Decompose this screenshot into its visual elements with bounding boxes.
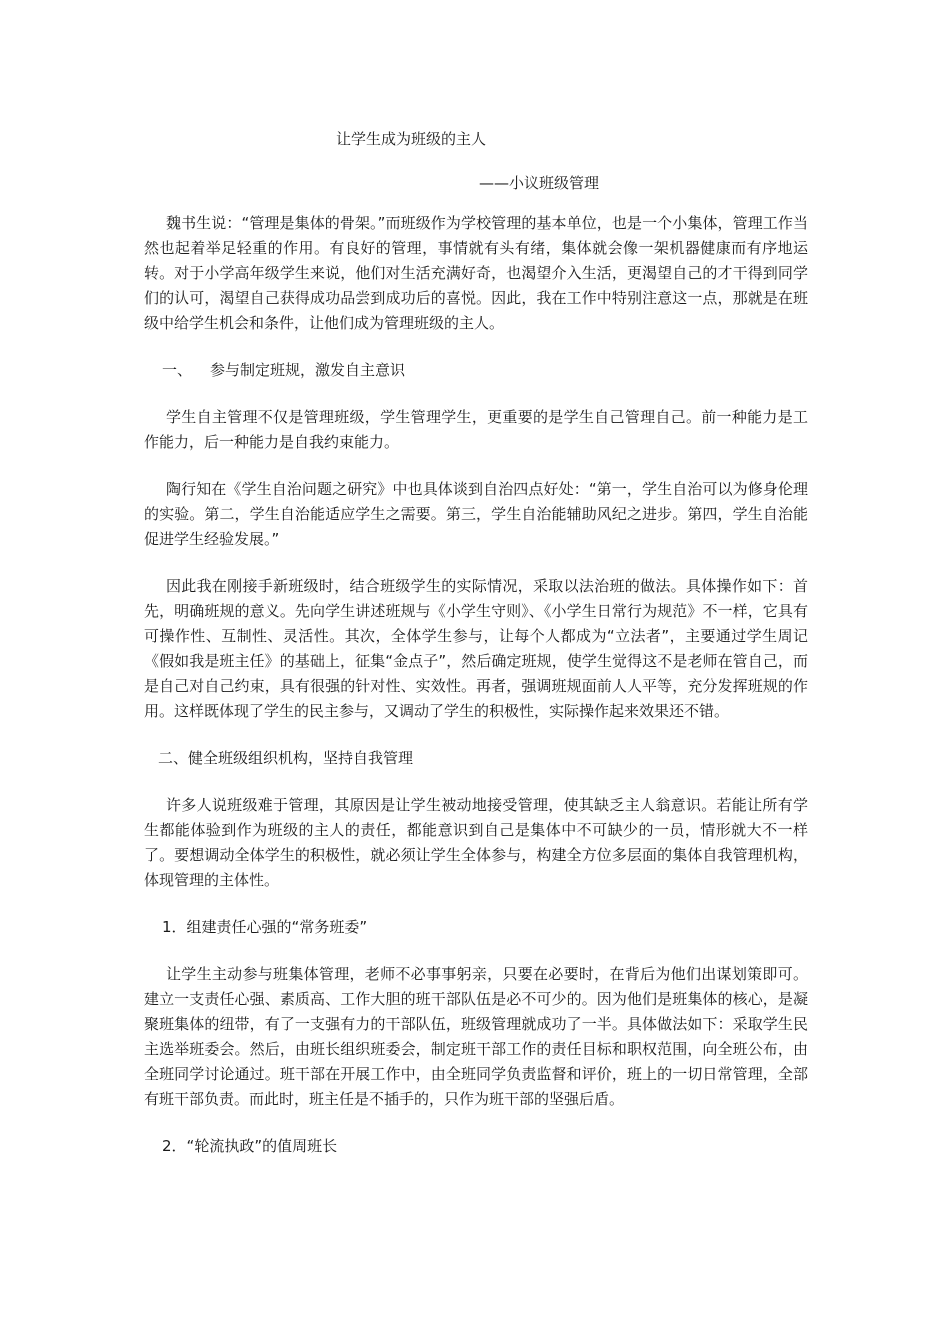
section-2-paragraph: 许多人说班级难于管理，其原因是让学生被动地接受管理，使其缺乏主人翁意识。若能让所有学生都能体验到作为班级的主人的责任，都能意识到自己是集体中不可缺少的一员，情形就大不一样了。要想调动全体学生的积极性，就必须让学生全体参与，构建全方位多层面的集体自我管理机构，体现管理的主体性。	[144, 796, 808, 889]
subsection-1-paragraph: 让学生主动参与班集体管理，老师不必事事躬亲，只要在必要时，在背后为他们出谋划策即可。建立一支责任心强、素质高、工作大胆的班干部队伍是必不可少的。因为他们是班集体的核心，是凝聚班集体的纽带，有了一支强有力的干部队伍，班级管理就成功了一半。具体做法如下：采取学生民主选举班委会。然后，由班长组织班委会，制定班干部工作的责任目标和职权范围，向全班公布，由全班同学讨论通过。班干部在开展工作中，由全班同学负责监督和评价，班上的一切日常管理，全部有班干部负责。而此时，班主任是不插手的，只作为班干部的坚强后盾。	[144, 965, 808, 1108]
document-title: 让学生成为班级的主人	[336, 130, 487, 148]
section-1-paragraph: 因此我在刚接手新班级时，结合班级学生的实际情况，采取以法治班的做法。具体操作如下：首先，明确班规的意义。先向学生讲述班规与《小学生守则》、《小学生日常行为规范》不一样，它具有可操作性、互制性、灵活性。其次，全体学生参与，让每个人都成为“立法者”，主要通过学生周记《假如我是班主任》的基础上，征集“金点子”，然后确定班规，使学生觉得这不是老师在管自己，而是自己对自己约束，具有很强的针对性、实效性。再者，强调班规面前人人平等，充分发挥班规的作用。这样既体现了学生的民主参与，又调动了学生的积极性，实际操作起来效果还不错。	[144, 577, 808, 720]
section-1-paragraph: 学生自主管理不仅是管理班级，学生管理学生，更重要的是学生自己管理自己。前一种能力是工作能力，后一种能力是自我约束能力。	[144, 408, 808, 451]
section-1-paragraph: 陶行知在《学生自治问题之研究》中也具体谈到自治四点好处：“第一，学生自治可以为修身伦理的实验。第二，学生自治能适应学生之需要。第三，学生自治能辅助风纪之进步。第四，学生自治能促进学生经验发展。”	[144, 480, 808, 548]
section-1-title: 参与制定班规，激发自主意识	[210, 361, 406, 379]
section-2-heading: 二、健全班级组织机构，坚持自我管理	[158, 749, 414, 767]
intro-paragraph: 魏书生说：“管理是集体的骨架。”而班级作为学校管理的基本单位，也是一个小集体，管理工作当然也起着举足轻重的作用。有良好的管理，事情就有头有绪，集体就会像一架机器健康而有序地运转。对于小学高年级学生来说，他们对生活充满好奇，也渴望介入生活，更渴望自己的才干得到同学们的认可，渴望自己获得成功品尝到成功后的喜悦。因此，我在工作中特别注意这一点，那就是在班级中给学生机会和条件，让他们成为管理班级的主人。	[144, 214, 808, 332]
document-subtitle: ——小议班级管理	[479, 174, 600, 192]
document-body	[144, 211, 808, 1181]
section-1-number: 一、	[162, 361, 193, 379]
subsection-1-heading: 1．组建责任心强的“常务班委”	[162, 918, 368, 936]
subsection-2-heading: 2．“轮流执政”的值周班长	[162, 1137, 338, 1155]
section-1-heading	[144, 358, 808, 383]
